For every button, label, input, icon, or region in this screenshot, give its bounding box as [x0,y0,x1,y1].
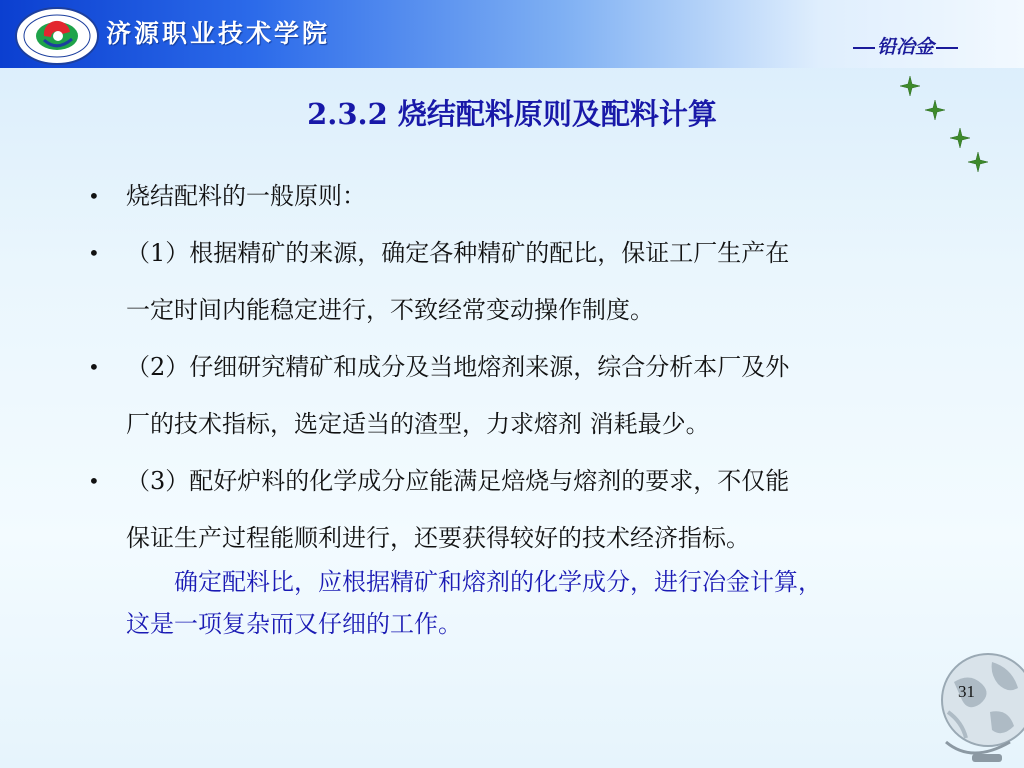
list-item-line: （2）仔细研究精矿和成分及当地熔剂来源，综合分析本厂及外 [126,353,790,381]
page-number: 31 [958,682,975,701]
list-item-line: 一定时间内能稳定进行，不致经常变动操作制度。 [126,296,654,324]
list-item [88,339,948,453]
note-line: 这是一项复杂而又仔细的工作。 [126,610,462,638]
dash-left [853,47,875,49]
bullet-dot-icon: • [88,241,100,265]
page-title: 2.3.2 烧结配料原则及配料计算 [307,97,717,131]
globe-icon [932,642,1024,768]
list-item-line: 保证生产过程能顺利进行，还要获得较好的技术经济指标。 [126,524,750,552]
list-item-line: 烧结配料的一般原则： [126,182,366,210]
department-text: 铅冶金 [876,36,934,58]
list-item-line: 厂的技术指标，选定适当的渣型，力求熔剂 消耗最少。 [126,410,710,438]
school-name: 济源职业技术学院 [106,19,331,48]
note-line: 确定配料比，应根据精矿和熔剂的化学成分，进行冶金计算， [174,568,822,596]
bullet-dot-icon: • [88,355,100,379]
list-item [88,168,948,225]
school-logo-icon [14,6,100,66]
dash-right [936,47,958,49]
list-item-line: （3）配好炉料的化学成分应能满足焙烧与熔剂的要求，不仅能 [126,467,790,495]
bullet-dot-icon: • [88,469,100,493]
bullet-list [88,168,948,567]
bullet-dot-icon: • [88,184,100,208]
list-item [88,225,948,339]
list-item-line: （1）根据精矿的来源，确定各种精矿的配比，保证工厂生产在 [126,239,790,267]
department-label [851,32,960,59]
note-paragraph [126,561,956,645]
list-item [88,453,948,567]
